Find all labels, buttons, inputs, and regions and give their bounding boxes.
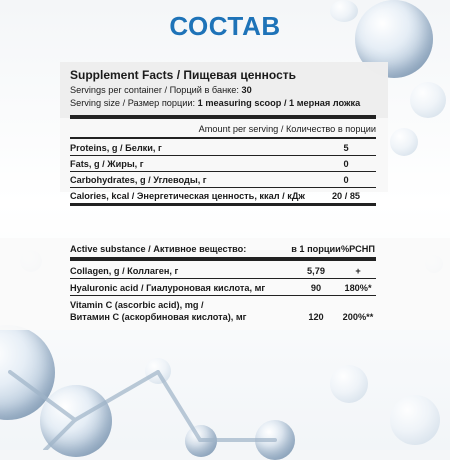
page-title: СОСТАВ [169, 11, 281, 41]
servings-per-container [70, 85, 376, 95]
supplement-facts-heading: Supplement Facts / Пищевая ценность [70, 68, 297, 82]
divider-thick [70, 115, 376, 119]
servings-value: 30 [241, 85, 252, 95]
nutrition-row-carbohydrates: Carbohydrates, g / Углеводы, г 0 [70, 175, 349, 185]
servings-label: Servings per container / Порций в банке: [70, 85, 242, 95]
divider-thin [70, 295, 376, 296]
divider-medium [70, 137, 376, 139]
serving-size-label: Serving size / Размер порции: [70, 98, 198, 108]
divider-thin [70, 278, 376, 279]
active-row-collagen: Collagen, g / Коллаген, г 5,79 + [70, 266, 361, 276]
active-row-vitamin-c: Vitamin C (ascorbic acid), mg / [70, 300, 204, 310]
divider-thin [70, 187, 376, 188]
supplement-facts-content: Supplement Facts / Пищевая ценность Servings per container / Порций в банке: 30 Serving size / Размер порции: 1 measuring scoop / 1 мерная ложка Amount per serving / Количество в порции Proteins, g / Белки, г 5 Fats, g / Жиры, г 0 Carbohydrates, g / Углеводы, г 0 Calories, kcal / Энергетическая ценность, ккал / кДж 20 / 85 [70, 62, 376, 192]
nutrition-row-fats: Fats, g / Жиры, г 0 [70, 159, 349, 169]
active-row-vitamin-c-line2: Витамин С (аскорбиновая кислота), мг 120 200%** [70, 312, 374, 322]
serving-size-value: 1 measuring scoop / 1 мерная ложка [197, 98, 361, 108]
nutrition-row-calories: Calories, kcal / Энергетическая ценность, ккал / кДж 20 / 85 [70, 191, 361, 201]
active-substance-content [70, 238, 376, 330]
divider-thin [70, 171, 376, 172]
divider-thin [70, 155, 376, 156]
nutrition-row-proteins: Proteins, g / Белки, г 5 [70, 143, 349, 153]
divider-thick [70, 257, 376, 261]
active-substance-header: Active substance / Активное вещество: в 1 порции %РСНП [70, 244, 375, 254]
divider-thick [70, 203, 376, 206]
active-row-hyaluronic-acid: Hyaluronic acid / Гиалуроновая кислота, мг 90 180%* [70, 283, 372, 293]
serving-size [70, 98, 376, 108]
